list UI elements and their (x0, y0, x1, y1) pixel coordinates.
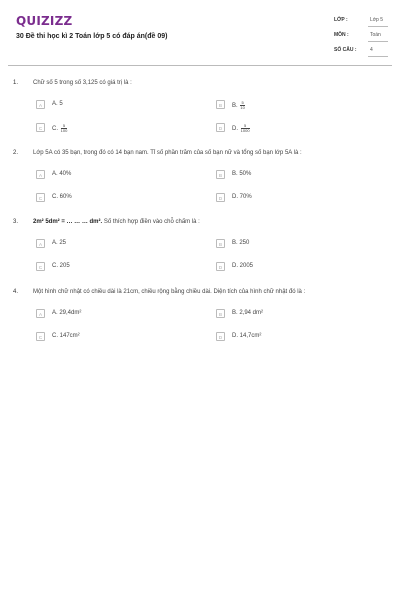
fraction-numerator: 5 (241, 100, 244, 105)
option-letter-box: A (36, 100, 45, 109)
meta-divider (368, 56, 388, 57)
option-letter-box: B (216, 100, 225, 109)
meta-divider (368, 26, 388, 27)
fraction-numerator: 5 (241, 124, 250, 129)
question-text: Số thích hợp điền vào chỗ chấm là : (102, 219, 200, 225)
option-letter-box: D (216, 332, 225, 341)
option-label: A. 5 (52, 101, 63, 107)
option-label: B. 50% (232, 171, 252, 177)
option-letter-box: D (216, 262, 225, 271)
option-label: A. 29,4dm² (52, 310, 82, 316)
question-number: 3. (13, 219, 19, 225)
option-label: D. 2005 (232, 263, 254, 269)
fraction (61, 124, 68, 133)
header-divider (8, 65, 392, 66)
meta-count-value: 4 (370, 47, 373, 53)
option-label-wrap (232, 124, 250, 133)
option-letter-box: C (36, 193, 45, 202)
option-label: B. 250 (232, 240, 250, 246)
option-letter-box: C (36, 123, 45, 132)
option-label: B. (232, 103, 238, 110)
option-letter-box: C (36, 262, 45, 271)
question-text: Một hình chữ nhật có chiều dài là 21cm, chiều rộng bằng chiều dài. Diện tích của hình chữ nhật đó là : (33, 289, 306, 295)
option-label: C. 205 (52, 263, 70, 269)
question-text-bold: 2m² 5dm² = … … … dm². (33, 219, 103, 225)
option-label-wrap (232, 101, 245, 110)
question-text: Chữ số 5 trong số 3,125 có giá trị là : (33, 80, 132, 86)
option-label: D. 14,7cm² (232, 333, 262, 339)
option-letter-box: D (216, 193, 225, 202)
option-letter-box: B (216, 239, 225, 248)
option-letter-box: A (36, 239, 45, 248)
option-letter-box: C (36, 332, 45, 341)
quizizz-logo: QUIZIZZ (16, 14, 73, 28)
meta-divider (368, 41, 388, 42)
meta-class-value: Lớp 5 (370, 17, 384, 23)
page-title: 30 Đề thi học kì 2 Toán lớp 5 có đáp án(đề 09) (16, 33, 168, 40)
option-letter-box: A (36, 170, 45, 179)
fraction-denominator: 100 (60, 128, 68, 133)
fraction-denominator: 10 (240, 105, 245, 110)
option-label: C. (52, 126, 58, 133)
option-label: C. 60% (52, 194, 72, 200)
meta-subject-value: Toán (370, 32, 381, 38)
meta-count-label: SỐ CÂU : (334, 47, 357, 53)
fraction-numerator: 5 (61, 124, 68, 129)
option-label: D. (232, 126, 238, 133)
fraction (240, 101, 244, 110)
question-text-wrap (33, 219, 200, 225)
option-letter-box: A (36, 309, 45, 318)
option-label: C. 147cm² (52, 333, 80, 339)
question-text: Lớp 5A có 35 bạn, trong đó có 14 bạn nam. Tỉ số phần trăm của số bạn nữ và tổng số bạn lớp 5A là : (33, 150, 302, 156)
meta-subject-label: MÔN : (334, 32, 349, 38)
option-label: A. 25 (52, 240, 67, 246)
question-number: 2. (13, 150, 19, 156)
question-number: 4. (13, 289, 19, 295)
question-number: 1. (13, 80, 19, 86)
option-letter-box: D (216, 123, 225, 132)
option-label: D. 70% (232, 194, 252, 200)
option-label-wrap (52, 124, 67, 133)
option-label: B. 2,94 dm² (232, 310, 264, 316)
option-label: A. 40% (52, 171, 72, 177)
meta-class-label: LỚP : (334, 17, 348, 23)
fraction (241, 124, 250, 133)
fraction-denominator: 1000 (240, 128, 250, 133)
option-letter-box: B (216, 170, 225, 179)
option-letter-box: B (216, 309, 225, 318)
